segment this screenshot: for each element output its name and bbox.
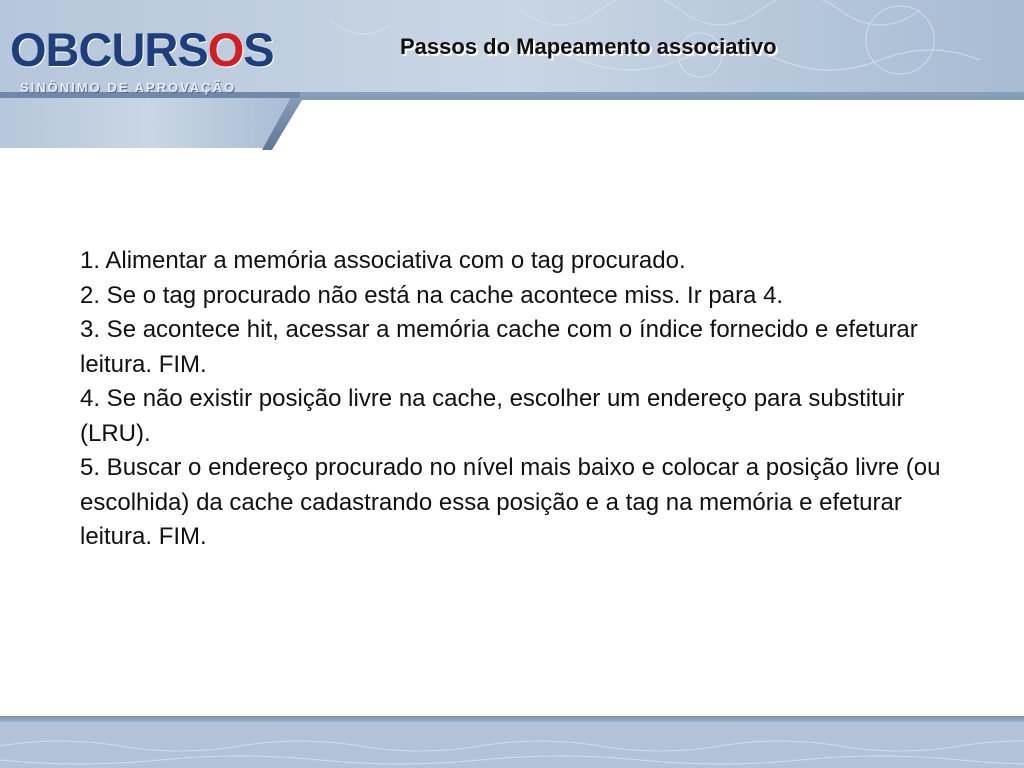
footer-background [0,716,1024,768]
step-item-1: 1. Alimentar a memória associativa com o tag procurado. [80,247,686,274]
header-banner [0,0,1024,150]
slide-title: Passos do Mapeamento associativo [400,34,777,59]
logo-tagline: SINÔNIMO DE APROVAÇÃO [20,80,237,95]
company-logo [6,20,296,100]
slide-body [80,244,950,555]
logo-wordmark: OBCURSOS [10,23,274,76]
footer-band [0,716,1024,768]
step-item-4: 4. Se não existir posição livre na cache, escolher um endereço para substituir (LRU). [80,385,905,447]
step-item-2: 2. Se o tag procurado não está na cache acontece miss. Ir para 4. [80,281,784,309]
step-item-5: 5. Buscar o endereço procurado no nível mais baixo e colocar a posição livre (ou escolhida) da cache cadastrando essa posição e a tag na memória e efeturar leitura. FIM. [80,454,941,550]
step-item-3: 3. Se acontece hit, acessar a memória cache com o índice fornecido e efeturar leitura. FIM. [80,316,918,378]
